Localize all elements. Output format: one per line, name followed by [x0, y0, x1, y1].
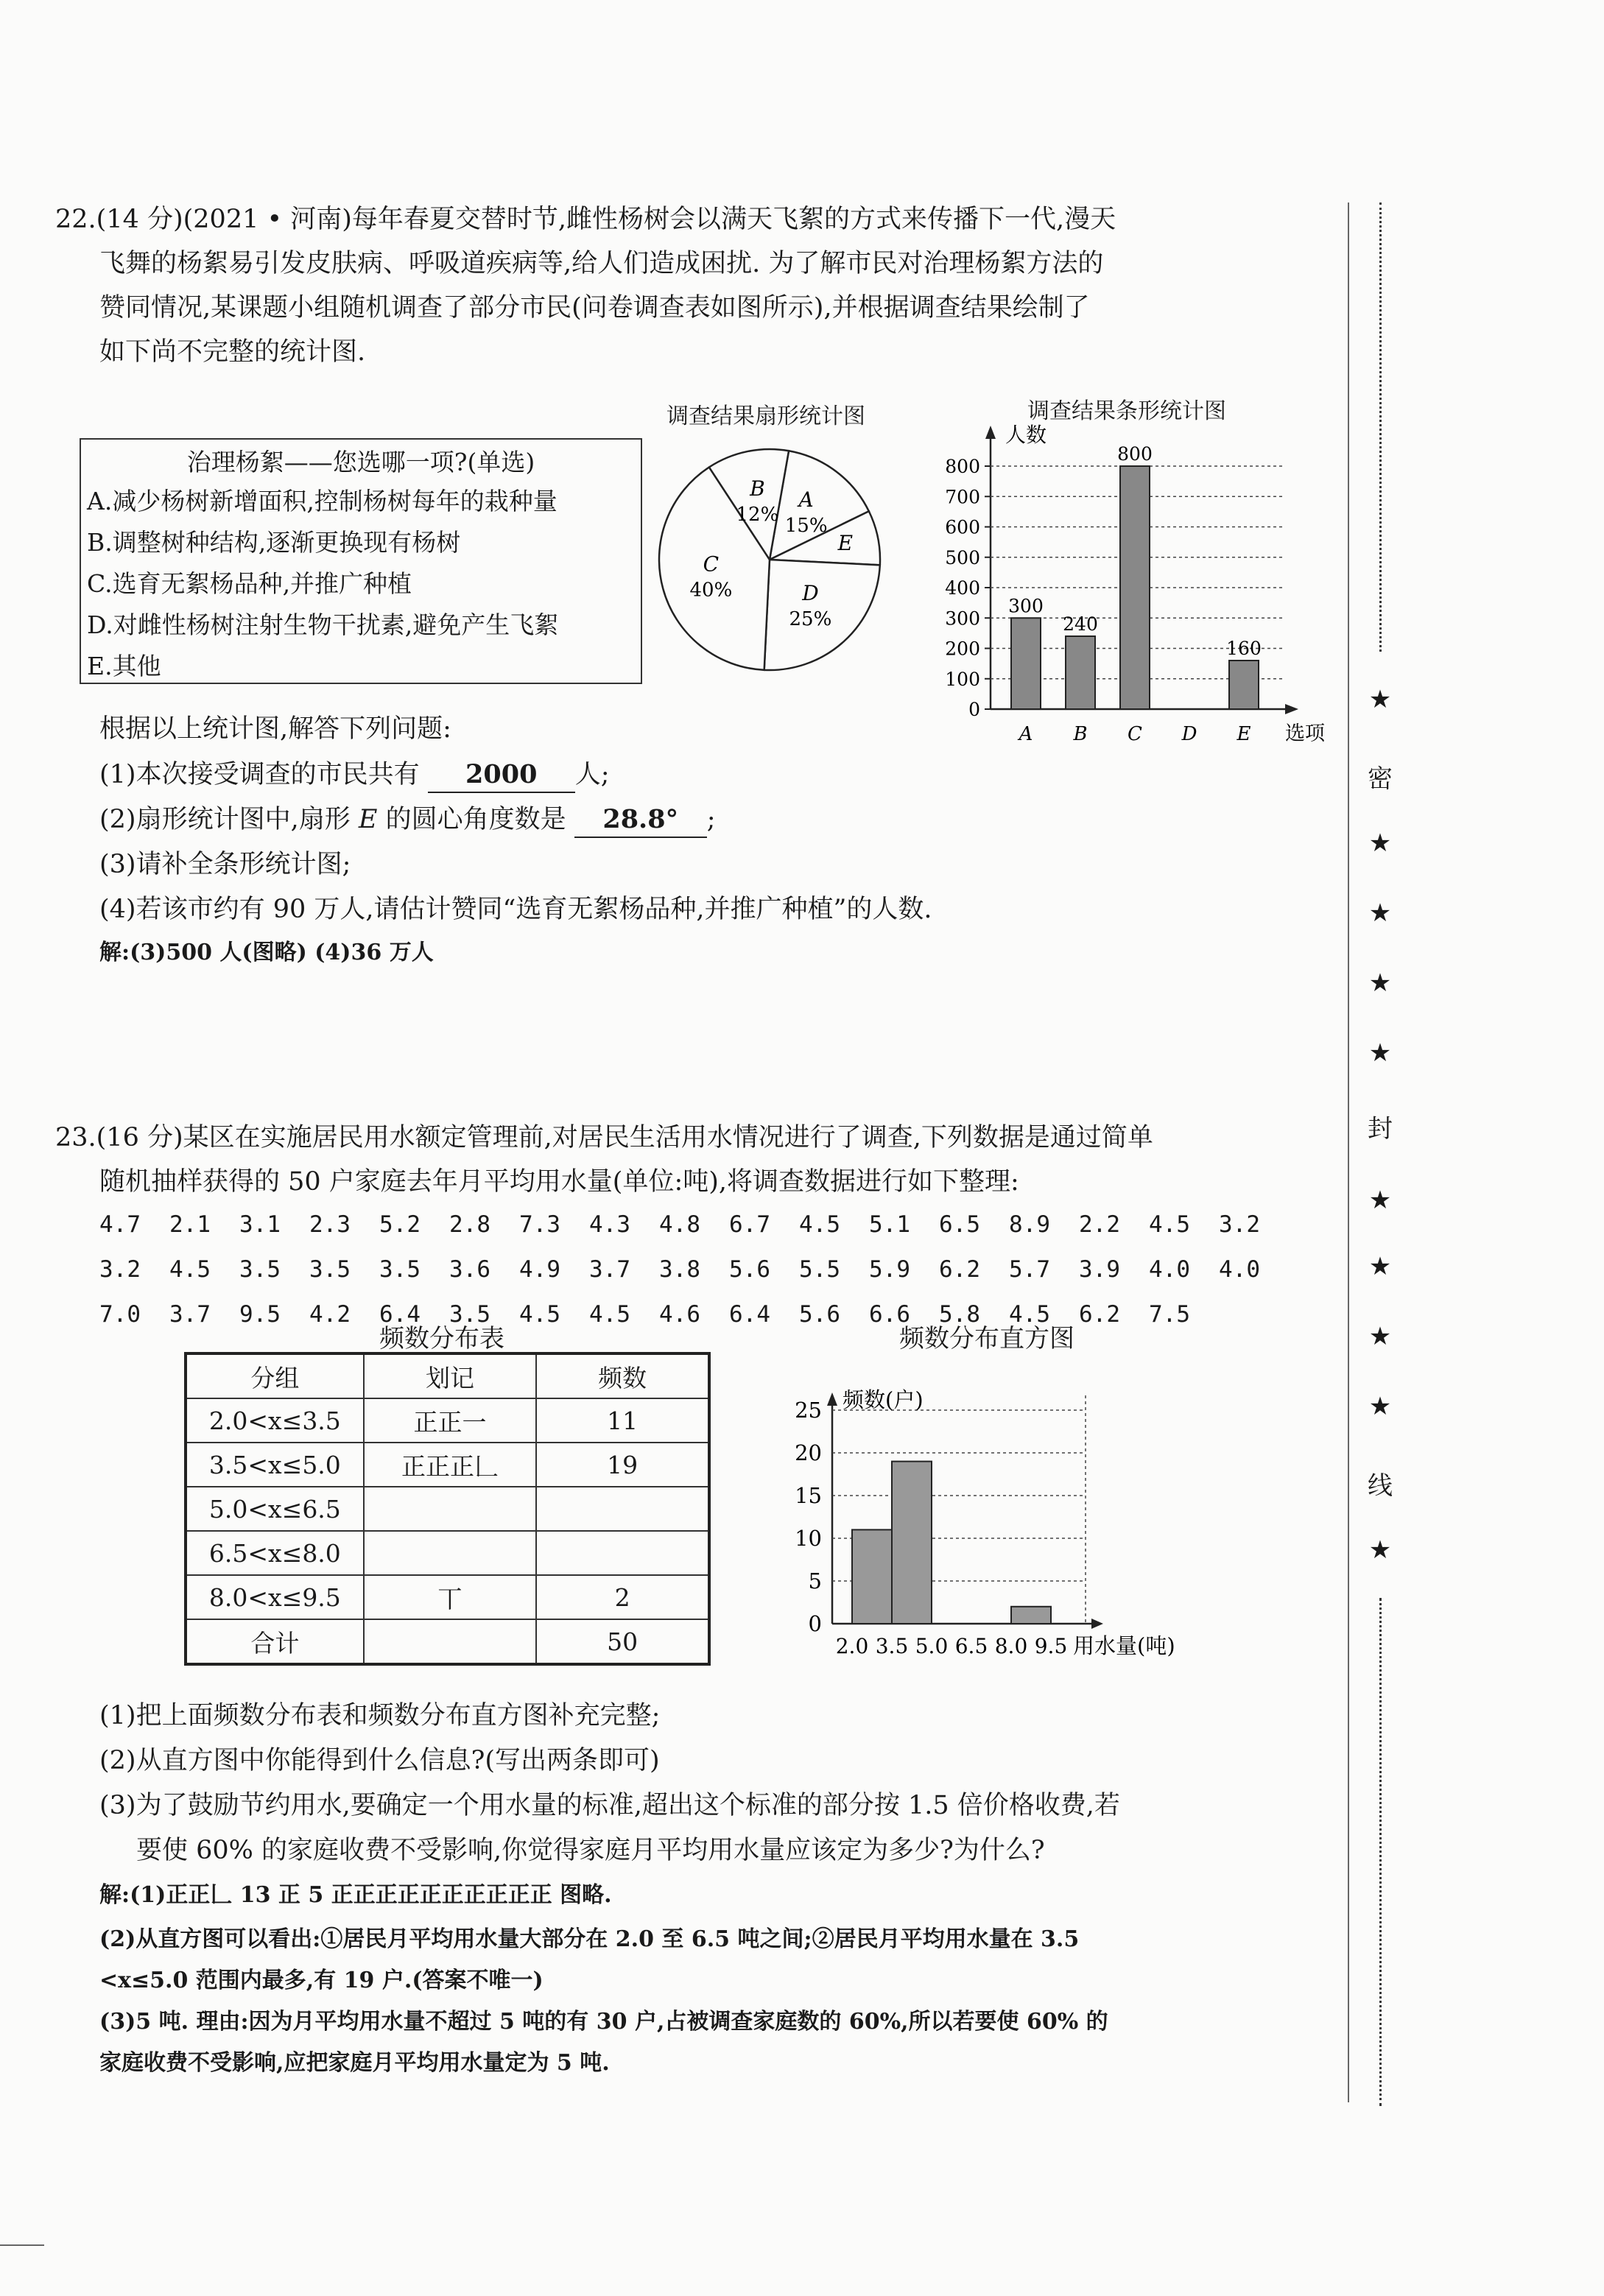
sidebar-char-feng: 封 — [1368, 1114, 1393, 1144]
bar-y-tick-label: 300 — [945, 608, 980, 630]
bar-x-arrow-icon — [1285, 704, 1298, 714]
q22-intro: 根据以上统计图,解答下列问题: — [99, 714, 451, 744]
table-row — [186, 1487, 709, 1531]
data-value: 3.5 — [239, 1256, 281, 1283]
pie-label-d: D — [802, 581, 819, 606]
table-row — [186, 1619, 709, 1664]
bar-y-tick-label: 400 — [945, 577, 980, 599]
bar-y-label: 人数 — [1005, 423, 1047, 447]
q22-sub1 — [99, 753, 610, 797]
hist-bar — [852, 1529, 892, 1624]
bar-y-tick-label: 600 — [945, 516, 980, 538]
cell-tally — [364, 1619, 537, 1664]
q23-solution-3-line2: 家庭收费不受影响,应把家庭月平均用水量定为 5 吨. — [99, 2050, 610, 2076]
cell-tally: 丅 — [364, 1575, 537, 1619]
hist-x-tick-label: 8.0 — [994, 1634, 1028, 1658]
q23-data-block — [99, 1202, 1289, 1337]
pie-percent-d: 25% — [789, 608, 832, 631]
q23-solution-2-line1: (2)从直方图可以看出:①居民月平均用水量大部分在 2.0 至 6.5 吨之间;②居民月平均用水量在 3.5 — [99, 1926, 1080, 1952]
q22-sub1-text: (1)本次接受调查的市民共有 — [99, 760, 420, 789]
q22-sub3: (3)请补全条形统计图; — [99, 850, 351, 879]
q23-line2: 随机抽样获得的 50 户家庭去年月平均用水量(单位:吨),将调查数据进行如下整理: — [99, 1167, 1019, 1197]
data-value: 3.5 — [379, 1256, 421, 1283]
data-value: 5.7 — [1009, 1256, 1050, 1283]
pie-percent-b: 12% — [736, 504, 779, 527]
data-value: 4.5 — [1149, 1211, 1190, 1238]
bar-x-tick-label: E — [1237, 723, 1251, 742]
survey-option-c: C.选育无絮杨品种,并推广种植 — [87, 569, 412, 598]
sidebar-dotted-line-bottom — [1379, 1598, 1382, 2106]
q23-solution-1: 解:(1)正正𠃊 13 正 5 正正正正正正正正正正 图略. — [99, 1882, 612, 1908]
q22-line3: 赞同情况,某课题小组随机调查了部分市民(问卷调查表如图所示),并根据调查结果绘制了 — [99, 293, 1090, 323]
sidebar-star-icon: ★ — [1368, 1535, 1392, 1565]
bar-e — [1229, 661, 1259, 709]
pie-label-e: E — [837, 530, 854, 555]
cell-group: 5.0<x≤6.5 — [186, 1487, 364, 1531]
sidebar-char-mi: 密 — [1368, 764, 1393, 794]
data-value: 4.7 — [99, 1211, 141, 1238]
hist-y-tick-label: 5 — [808, 1568, 822, 1594]
sidebar-star-icon: ★ — [1368, 968, 1392, 998]
data-value: 3.2 — [1219, 1211, 1260, 1238]
freq-table-title: 频数分布表 — [379, 1324, 504, 1353]
hist-x-tick-label: 2.0 — [835, 1634, 869, 1658]
hist-y-tick-label: 0 — [808, 1611, 822, 1636]
q23-sub3-line1: (3)为了鼓励节约用水,要确定一个用水量的标准,超出这个标准的部分按 1.5 倍价格收费,若 — [99, 1791, 1120, 1820]
data-value: 5.8 — [939, 1301, 980, 1328]
freq-table — [184, 1352, 711, 1666]
data-value: 5.2 — [379, 1211, 421, 1238]
q22-sub2-text2: 的圆心角度数是 — [385, 805, 566, 834]
bar-value-label: 160 — [1226, 638, 1262, 659]
q22-line1: 22.(14 分)(2021 • 河南)每年春夏交替时节,雌性杨树会以满天飞絮的方式来传播下一代,漫天 — [55, 205, 1116, 234]
hist-bar — [892, 1462, 932, 1624]
pie-label-c: C — [703, 552, 720, 577]
data-value: 3.8 — [659, 1256, 700, 1283]
sidebar-star-icon: ★ — [1368, 1252, 1392, 1281]
sidebar-star-icon: ★ — [1368, 828, 1392, 858]
data-value: 4.5 — [519, 1301, 560, 1328]
q22-sub2-var: E — [358, 805, 378, 834]
bar-y-tick-label: 700 — [945, 486, 980, 508]
cell-freq — [536, 1531, 709, 1575]
data-value: 4.3 — [589, 1211, 630, 1238]
q22-sub2 — [99, 797, 716, 842]
table-row — [186, 1398, 709, 1443]
data-value: 6.2 — [1079, 1301, 1120, 1328]
survey-option-b: B.调整树种结构,逐渐更换现有杨树 — [87, 528, 461, 557]
sidebar-star-icon: ★ — [1368, 1038, 1392, 1068]
data-value: 4.9 — [519, 1256, 560, 1283]
data-value: 5.6 — [729, 1256, 770, 1283]
hist-y-tick-label: 15 — [795, 1483, 822, 1508]
q22-line2: 飞舞的杨絮易引发皮肤病、呼吸道疾病等,给人们造成困扰. 为了解市民对治理杨絮方法的 — [99, 249, 1104, 278]
histogram — [766, 1381, 1267, 1661]
data-value: 3.6 — [449, 1256, 490, 1283]
hist-y-label: 频数(户) — [843, 1387, 924, 1412]
q22-line4: 如下尚不完整的统计图. — [99, 337, 366, 367]
data-value: 2.1 — [169, 1211, 211, 1238]
table-row — [186, 1575, 709, 1619]
q22-sub1-unit: 人; — [574, 760, 610, 789]
sidebar-star-icon: ★ — [1368, 1392, 1392, 1421]
data-value: 6.7 — [729, 1211, 770, 1238]
pie-percent-c: 40% — [689, 579, 733, 602]
q22-solution: 解:(3)500 人(图略) (4)36 万人 — [99, 940, 434, 965]
q22-sub4: (4)若该市约有 90 万人,请估计赞同“选育无絮杨品种,并推广种植”的人数. — [99, 895, 932, 924]
pie-label-a: A — [798, 487, 814, 513]
table-row — [186, 1443, 709, 1487]
bar-x-label: 选项 — [1285, 722, 1325, 742]
data-value: 2.3 — [309, 1211, 351, 1238]
data-value: 5.6 — [799, 1301, 840, 1328]
bar-y-tick-label: 200 — [945, 638, 980, 660]
data-value: 6.5 — [939, 1211, 980, 1238]
q23-line1: 23.(16 分)某区在实施居民用水额定管理前,对居民生活用水情况进行了调查,下列数据是通过简单 — [55, 1123, 1153, 1152]
data-value: 4.0 — [1219, 1256, 1260, 1283]
cell-tally — [364, 1487, 537, 1531]
bar-y-tick-label: 800 — [945, 456, 980, 477]
cell-freq: 50 — [536, 1619, 709, 1664]
data-value: 5.1 — [869, 1211, 910, 1238]
cell-group: 8.0<x≤9.5 — [186, 1575, 364, 1619]
q22-sub1-answer: 2000 — [428, 758, 575, 793]
data-value: 6.2 — [939, 1256, 980, 1283]
bar-a — [1011, 618, 1041, 709]
bar-x-tick-label: B — [1073, 723, 1088, 742]
sidebar-char-xian: 线 — [1368, 1471, 1393, 1501]
cell-freq: 11 — [536, 1398, 709, 1443]
bar-y-tick-label: 500 — [945, 546, 980, 568]
sidebar-star-icon: ★ — [1368, 1322, 1392, 1351]
cell-freq: 19 — [536, 1443, 709, 1487]
q23-stem — [55, 1116, 1322, 1204]
freq-table-header — [186, 1353, 709, 1398]
sidebar-star-icon: ★ — [1368, 1186, 1392, 1215]
bar-y-arrow-icon — [985, 426, 996, 439]
data-value: 4.5 — [799, 1211, 840, 1238]
bar-chart — [913, 418, 1340, 742]
survey-option-a: A.减少杨树新增面积,控制杨树每年的栽种量 — [87, 487, 557, 515]
data-value: 4.5 — [169, 1256, 211, 1283]
page-bottom-rule — [0, 2244, 44, 2246]
header-group: 分组 — [186, 1353, 364, 1398]
pie-chart — [644, 427, 895, 692]
data-value: 3.5 — [309, 1256, 351, 1283]
bar-x-tick-label: D — [1181, 723, 1197, 742]
data-value: 5.9 — [869, 1256, 910, 1283]
q23-sub3-line2: 要使 60% 的家庭收费不受影响,你觉得家庭月平均用水量应该定为多少?为什么? — [136, 1836, 1045, 1865]
sidebar-solid-line — [1348, 203, 1349, 2102]
header-tally: 划记 — [364, 1353, 537, 1398]
hist-bar — [1011, 1607, 1051, 1624]
data-value: 7.5 — [1149, 1301, 1190, 1328]
data-value: 6.6 — [869, 1301, 910, 1328]
data-value: 3.1 — [239, 1211, 281, 1238]
data-value: 4.5 — [589, 1301, 630, 1328]
bar-chart-title: 调查结果条形统计图 — [1027, 398, 1226, 424]
hist-x-tick-label: 5.0 — [915, 1634, 949, 1658]
hist-y-arrow-icon — [827, 1392, 837, 1406]
data-value: 5.5 — [799, 1256, 840, 1283]
data-value: 7.3 — [519, 1211, 560, 1238]
cell-freq — [536, 1487, 709, 1531]
q23-sub2: (2)从直方图中你能得到什么信息?(写出两条即可) — [99, 1746, 660, 1775]
data-value: 4.0 — [1149, 1256, 1190, 1283]
hist-x-tick-label: 3.5 — [875, 1634, 909, 1658]
pie-label-b: B — [750, 476, 765, 501]
data-value: 4.5 — [1009, 1301, 1050, 1328]
q23-solution-3-line1: (3)5 吨. 理由:因为月平均用水量不超过 5 吨的有 30 户,占被调查家庭数的 60%,所以若要使 60% 的 — [99, 2009, 1108, 2035]
pie-chart-title: 调查结果扇形统计图 — [666, 404, 865, 429]
data-value: 6.4 — [729, 1301, 770, 1328]
cell-tally: 正正一 — [364, 1398, 537, 1443]
cell-group: 3.5<x≤5.0 — [186, 1443, 364, 1487]
bar-c — [1120, 466, 1150, 709]
bar-value-label: 300 — [1008, 595, 1044, 617]
hist-y-tick-label: 10 — [795, 1526, 822, 1551]
data-value: 7.0 — [99, 1301, 141, 1328]
data-value: 3.7 — [169, 1301, 211, 1328]
q22-sub2-end: ; — [706, 805, 716, 834]
survey-questionnaire — [80, 438, 642, 684]
sidebar-star-icon: ★ — [1368, 898, 1392, 928]
histogram-title: 频数分布直方图 — [899, 1324, 1074, 1353]
data-row — [99, 1202, 1289, 1247]
survey-title: 治理杨絮——您选哪一项?(单选) — [186, 448, 535, 476]
hist-y-tick-label: 25 — [795, 1398, 822, 1423]
data-value: 3.9 — [1079, 1256, 1120, 1283]
q22-stem — [55, 197, 1322, 374]
hist-x-label: 用水量(吨) — [1073, 1633, 1175, 1658]
data-value: 2.8 — [449, 1211, 490, 1238]
cell-freq: 2 — [536, 1575, 709, 1619]
bar-x-tick-label: A — [1019, 723, 1033, 742]
cell-group: 6.5<x≤8.0 — [186, 1531, 364, 1575]
bar-value-label: 240 — [1063, 613, 1098, 635]
bar-y-tick-label: 100 — [945, 668, 980, 690]
pie-percent-a: 15% — [784, 515, 828, 538]
bar-x-tick-label: C — [1128, 723, 1142, 742]
sidebar-star-icon: ★ — [1368, 685, 1392, 714]
cell-group: 2.0<x≤3.5 — [186, 1398, 364, 1443]
data-value: 3.7 — [589, 1256, 630, 1283]
data-value: 2.2 — [1079, 1211, 1120, 1238]
hist-x-arrow-icon — [1091, 1619, 1103, 1629]
cell-group: 合计 — [186, 1619, 364, 1664]
hist-x-tick-label: 6.5 — [954, 1634, 988, 1658]
bar-value-label: 800 — [1117, 443, 1153, 465]
data-value: 4.8 — [659, 1211, 700, 1238]
survey-option-e: E.其他 — [87, 652, 161, 680]
data-value: 4.6 — [659, 1301, 700, 1328]
cell-tally: 正正正𠃊 — [364, 1443, 537, 1487]
bar-y-tick-label: 0 — [968, 699, 980, 720]
survey-option-d: D.对雌性杨树注射生物干扰素,避免产生飞絮 — [87, 610, 559, 639]
hist-y-tick-label: 20 — [795, 1440, 822, 1465]
data-value: 9.5 — [239, 1301, 281, 1328]
hist-x-tick-label: 9.5 — [1034, 1634, 1068, 1658]
data-value: 3.2 — [99, 1256, 141, 1283]
data-value: 6.4 — [379, 1301, 421, 1328]
q22-sub2-text: (2)扇形统计图中,扇形 — [99, 805, 351, 834]
table-row — [186, 1531, 709, 1575]
header-freq: 频数 — [536, 1353, 709, 1398]
q23-sub1: (1)把上面频数分布表和频数分布直方图补充完整; — [99, 1701, 661, 1730]
data-row — [99, 1247, 1289, 1292]
data-value: 8.9 — [1009, 1211, 1050, 1238]
sidebar-dotted-line-top — [1379, 203, 1382, 652]
q22-sub2-answer: 28.8° — [574, 803, 707, 838]
data-value: 4.2 — [309, 1301, 351, 1328]
cell-tally — [364, 1531, 537, 1575]
bar-b — [1066, 636, 1095, 709]
data-value: 3.5 — [449, 1301, 490, 1328]
q23-solution-2-line2: <x≤5.0 范围内最多,有 19 户.(答案不唯一) — [99, 1968, 544, 1993]
